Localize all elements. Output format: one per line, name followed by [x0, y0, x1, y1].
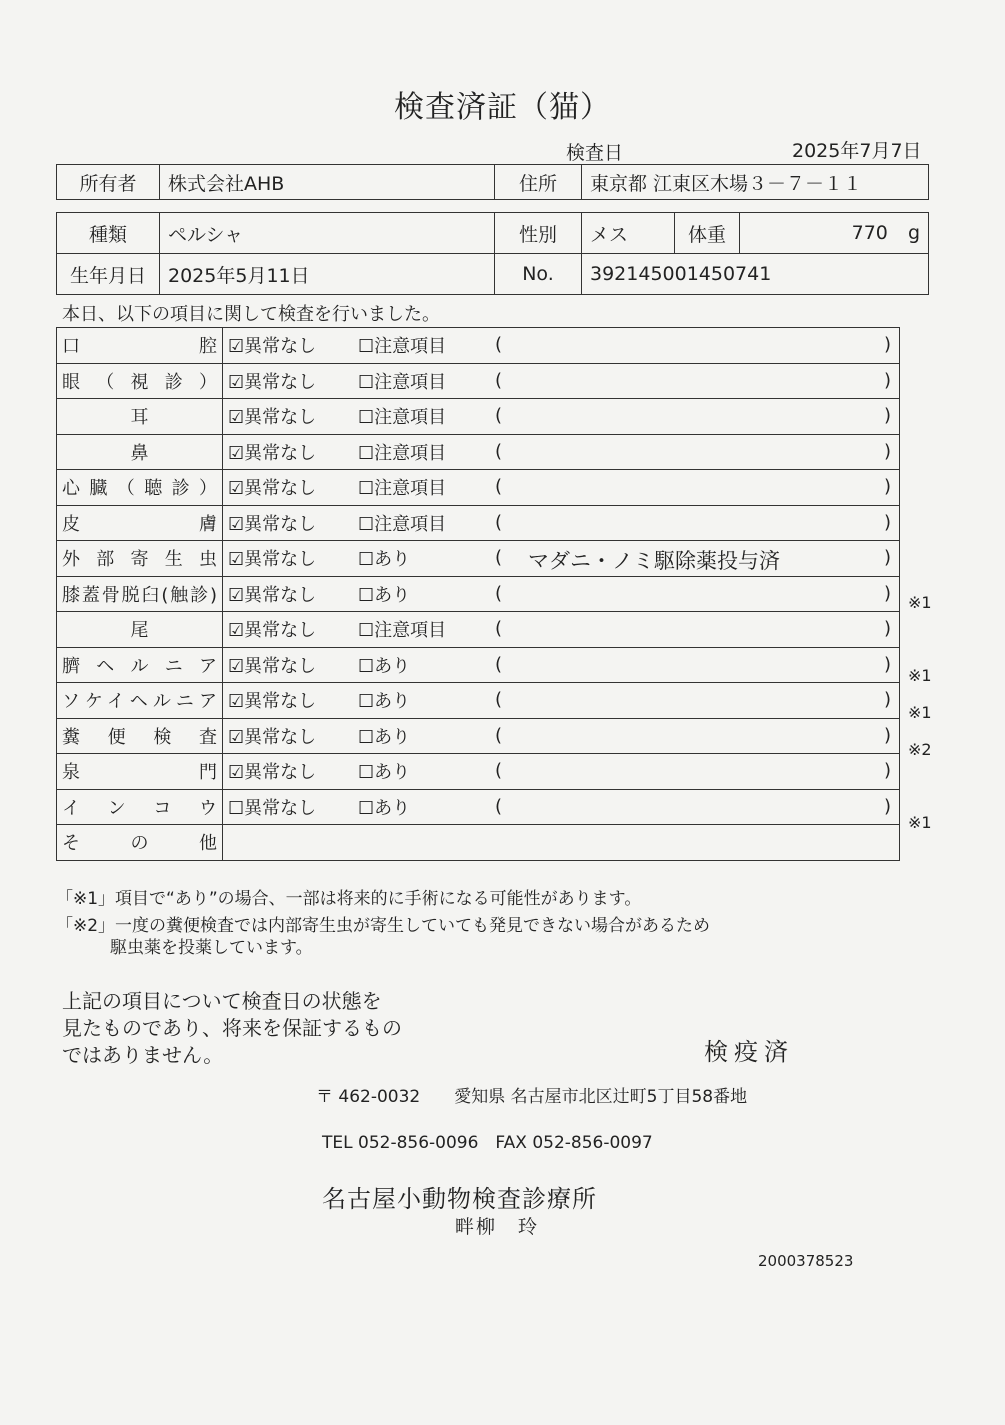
- attention-checkbox: ☐注意項目: [358, 620, 447, 642]
- table-row: [57, 825, 900, 861]
- no-abnormality-checkbox: ☑異常なし: [228, 407, 317, 429]
- item-options: [223, 541, 900, 577]
- no-abnormality-checkbox: ☑異常なし: [228, 584, 317, 606]
- no-abnormality-checkbox: ☐異常なし: [228, 797, 317, 819]
- number-label: No.: [495, 254, 582, 295]
- intro-text: 本日、以下の項目に関して検査を行いました。: [62, 304, 440, 325]
- weight-number: 770: [851, 222, 888, 244]
- item-options: [223, 505, 900, 541]
- item-category: ソケイヘルニア: [57, 683, 223, 719]
- paren-open: (: [495, 369, 503, 391]
- paren-close: ): [883, 440, 891, 462]
- item-options: [223, 363, 900, 399]
- item-category: 膝蓋骨脱臼(触診): [57, 576, 223, 612]
- weight-unit: g: [907, 222, 920, 244]
- item-category: 鼻: [57, 434, 223, 470]
- attention-checkbox: ☐注意項目: [358, 478, 447, 500]
- paren-close: ): [883, 334, 891, 355]
- attention-checkbox: ☐あり: [358, 762, 411, 784]
- paren-close: ): [883, 405, 891, 426]
- table-row: [57, 754, 900, 790]
- table-row: [57, 363, 900, 399]
- paren-open: (: [495, 547, 503, 568]
- paren-open: (: [495, 795, 503, 817]
- item-options: [223, 647, 900, 683]
- footnote-mark: ※1: [908, 592, 932, 612]
- footnote-mark: ※2: [908, 739, 932, 759]
- sex-value: メス: [582, 213, 675, 254]
- paren-open: (: [495, 440, 503, 462]
- paren-close: ): [883, 618, 891, 639]
- no-abnormality-checkbox: ☑異常なし: [228, 371, 317, 393]
- owner-label: 所有者: [57, 165, 160, 200]
- attention-checkbox: ☐あり: [358, 655, 411, 677]
- weight-value: [740, 213, 929, 254]
- paren-close: ): [883, 724, 891, 746]
- item-options: [223, 754, 900, 790]
- exam-date-label: 検査日: [566, 142, 624, 164]
- table-row: [57, 399, 900, 435]
- table-row: [57, 789, 900, 825]
- clinic-address: 〒 462-0032 愛知県 名古屋市北区辻町5丁目58番地: [316, 1087, 748, 1107]
- paren-close: ): [883, 582, 891, 604]
- no-abnormality-checkbox: ☑異常なし: [228, 336, 317, 358]
- item-category: 糞便検査: [57, 718, 223, 754]
- paren-open: (: [495, 724, 503, 746]
- attention-checkbox: ☐あり: [358, 691, 411, 713]
- disclaimer-line: 上記の項目について検査日の状態を: [62, 989, 382, 1013]
- item-options: [223, 718, 900, 754]
- no-abnormality-checkbox: ☑異常なし: [228, 726, 317, 748]
- paren-close: ): [883, 369, 891, 391]
- paren-open: (: [495, 476, 503, 497]
- footnote-2: 「※2」一度の糞便検査では内部寄生虫が寄生していても発見できない場合があるため: [56, 916, 711, 936]
- disclaimer-line: 見たものであり、将来を保証するもの: [62, 1016, 402, 1040]
- address-value: 東京都 江東区木場３－７－１１: [582, 165, 929, 200]
- item-category: 尾: [57, 612, 223, 648]
- item-category: 皮 膚: [57, 505, 223, 541]
- document-title: 検査済証（猫）: [394, 90, 611, 125]
- paren-close: ): [883, 689, 891, 710]
- table-row: [57, 328, 900, 364]
- no-abnormality-checkbox: ☑異常なし: [228, 762, 317, 784]
- disclaimer: [62, 988, 402, 1069]
- paren-close: ): [883, 760, 891, 781]
- number-value: 392145001450741: [582, 254, 929, 295]
- item-options: [223, 434, 900, 470]
- breed-label: 種類: [57, 213, 160, 254]
- veterinarian-name: 畔柳 玲: [455, 1216, 540, 1238]
- item-category: 耳: [57, 399, 223, 435]
- no-abnormality-checkbox: ☑異常なし: [228, 620, 317, 642]
- footnote-mark: ※1: [908, 666, 932, 686]
- attention-checkbox: ☐あり: [358, 584, 411, 606]
- no-abnormality-checkbox: ☑異常なし: [228, 442, 317, 464]
- no-abnormality-checkbox: ☑異常なし: [228, 655, 317, 677]
- paren-close: ): [883, 547, 891, 568]
- table-row: [57, 718, 900, 754]
- attention-checkbox: ☐あり: [358, 797, 411, 819]
- birth-value: 2025年5月11日: [160, 254, 495, 295]
- paren-open: (: [495, 582, 503, 604]
- attention-checkbox: ☐あり: [358, 726, 411, 748]
- inspection-table: [56, 327, 900, 861]
- item-options: [223, 470, 900, 506]
- item-options: [223, 683, 900, 719]
- paren-close: ): [883, 511, 891, 533]
- table-row: [57, 647, 900, 683]
- table-row: [57, 576, 900, 612]
- item-category: 臍ヘルニア: [57, 647, 223, 683]
- attention-checkbox: ☐注意項目: [358, 513, 447, 535]
- clinic-name: 名古屋小動物検査診療所: [322, 1185, 597, 1213]
- clinic-phone: TEL 052-856-0096 FAX 052-856-0097: [322, 1133, 653, 1153]
- no-abnormality-checkbox: ☑異常なし: [228, 549, 317, 571]
- weight-label: 体重: [675, 213, 740, 254]
- owner-value: 株式会社AHB: [160, 165, 495, 200]
- no-abnormality-checkbox: ☑異常なし: [228, 691, 317, 713]
- attention-checkbox: ☐注意項目: [358, 336, 447, 358]
- paren-open: (: [495, 653, 503, 675]
- exam-date: 2025年7月7日: [792, 140, 922, 162]
- item-options: [223, 576, 900, 612]
- address-label: 住所: [495, 165, 582, 200]
- item-category: 心臓（聴診）: [57, 470, 223, 506]
- table-row: [57, 683, 900, 719]
- paren-open: (: [495, 760, 503, 781]
- breed-value: ペルシャ: [160, 213, 495, 254]
- item-options: [223, 612, 900, 648]
- table-row: [57, 541, 900, 577]
- paren-open: (: [495, 689, 503, 710]
- disclaimer-line: ではありません。: [62, 1043, 224, 1067]
- attention-checkbox: ☐あり: [358, 549, 411, 571]
- item-category: 泉 門: [57, 754, 223, 790]
- paren-open: (: [495, 405, 503, 426]
- birth-label: 生年月日: [57, 254, 160, 295]
- attention-checkbox: ☐注意項目: [358, 407, 447, 429]
- item-options: [223, 399, 900, 435]
- item-category: インコウ: [57, 789, 223, 825]
- footnote-1: 「※1」項目で“あり”の場合、一部は将来的に手術になる可能性があります。: [56, 889, 642, 909]
- footnote-mark: ※1: [908, 703, 932, 722]
- other-value: [223, 825, 900, 861]
- footnote-mark: ※1: [908, 813, 932, 833]
- paren-close: ): [883, 795, 891, 817]
- quarantine-stamp: 検疫済: [704, 1038, 794, 1066]
- paren-close: ): [883, 476, 891, 497]
- sex-label: 性別: [495, 213, 582, 254]
- paren-close: ): [883, 653, 891, 675]
- paren-open: (: [495, 618, 503, 639]
- no-abnormality-checkbox: ☑異常なし: [228, 478, 317, 500]
- table-row: [57, 505, 900, 541]
- attention-checkbox: ☐注意項目: [358, 371, 447, 393]
- item-options: [223, 789, 900, 825]
- owner-table: [56, 164, 929, 200]
- item-category: 口 腔: [57, 328, 223, 364]
- no-abnormality-checkbox: ☑異常なし: [228, 513, 317, 535]
- table-row: [57, 470, 900, 506]
- item-category: その他: [57, 825, 223, 861]
- item-category: 外部寄生虫: [57, 541, 223, 577]
- serial-number: 2000378523: [758, 1252, 854, 1270]
- attention-checkbox: ☐注意項目: [358, 442, 447, 464]
- paren-open: (: [495, 334, 503, 355]
- footnote-2-cont: 駆虫薬を投薬しています。: [110, 938, 313, 958]
- table-row: [57, 612, 900, 648]
- item-options: [223, 328, 900, 364]
- paren-open: (: [495, 511, 503, 533]
- item-category: 眼（視診）: [57, 363, 223, 399]
- item-note: マダニ・ノミ駆除薬投与済: [528, 549, 780, 573]
- table-row: [57, 434, 900, 470]
- pet-table: [56, 212, 929, 295]
